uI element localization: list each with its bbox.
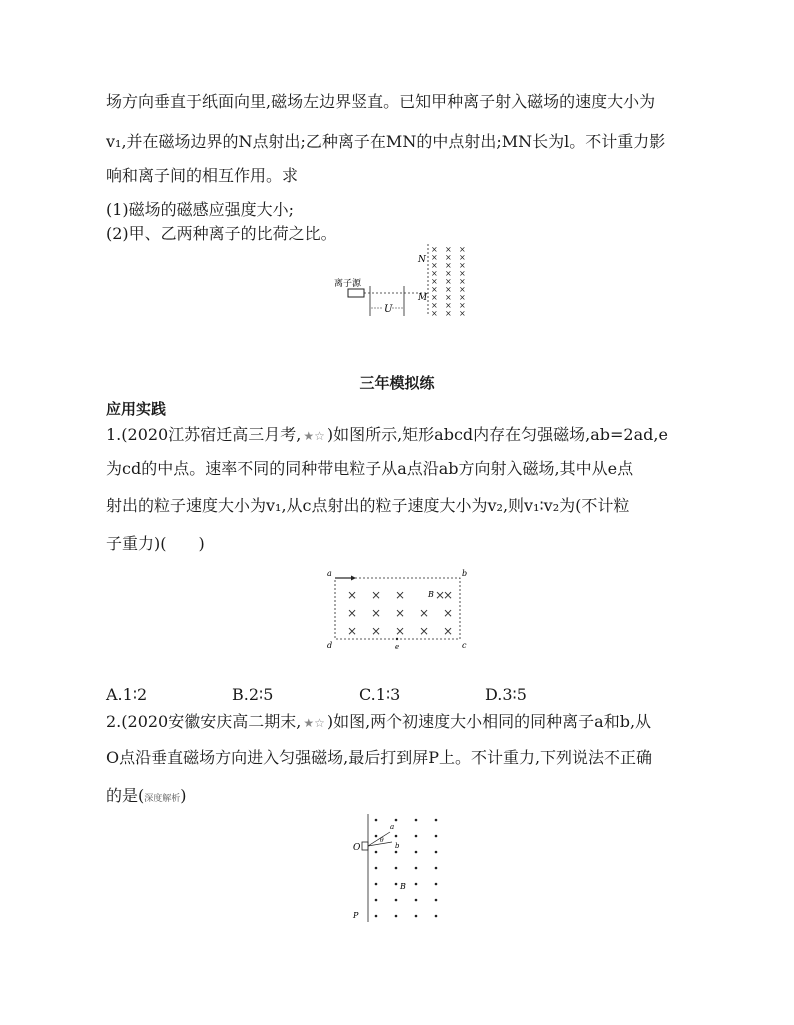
field-dot (435, 915, 438, 918)
field-dot (415, 867, 418, 870)
fig1-field-crosses (431, 245, 466, 316)
field-dot (395, 899, 398, 902)
field-cross: × (445, 261, 452, 270)
q1-line-2: 为cd的中点。速率不同的同种带电粒子从a点沿ab方向射入磁场,其中从e点 (106, 459, 634, 478)
field-cross: × (459, 261, 466, 270)
figure-rectangle-abcd (325, 565, 475, 655)
field-cross: × (445, 253, 452, 262)
fig2-label-d: d (327, 641, 333, 650)
field-cross: × (459, 269, 466, 278)
field-cross: × (443, 588, 454, 602)
field-cross: × (445, 269, 452, 278)
q1-option-d[interactable]: D.3∶5 (485, 685, 527, 704)
q1-line-4: 子重力)( ) (106, 534, 205, 553)
q1-source: 1.(2020江苏宿迁高三月考, (106, 425, 302, 444)
fig3-label-theta: θ (380, 837, 384, 844)
fig2-label-a: a (327, 569, 332, 578)
fig2-label-c: c (462, 641, 467, 650)
figure-screen-p (350, 812, 450, 924)
field-cross: × (443, 624, 454, 638)
field-dot (375, 835, 378, 838)
field-cross: × (395, 588, 406, 602)
field-cross: × (443, 606, 454, 620)
field-cross: × (347, 606, 358, 620)
difficulty-icon: ★☆ (303, 429, 325, 443)
field-cross: × (435, 588, 446, 602)
field-dot (415, 819, 418, 822)
field-cross: × (371, 588, 382, 602)
field-dot (375, 819, 378, 822)
field-cross: × (459, 245, 466, 254)
fig1-m-label: M (418, 293, 428, 303)
field-cross: × (431, 309, 438, 316)
field-cross: × (431, 245, 438, 254)
field-cross: × (431, 253, 438, 262)
field-cross: × (431, 261, 438, 270)
field-cross: × (431, 285, 438, 294)
q2-source: 2.(2020安徽安庆高二期末, (106, 712, 302, 731)
field-cross: × (445, 301, 452, 310)
q1-line-1 (106, 425, 668, 446)
intro-question-2: (2)甲、乙两种离子的比荷之比。 (106, 224, 337, 243)
field-cross: × (371, 624, 382, 638)
field-dot (375, 851, 378, 854)
field-cross: × (459, 309, 466, 316)
field-cross: × (431, 293, 438, 302)
field-cross: × (347, 624, 358, 638)
figure-ion-source (330, 244, 470, 316)
field-cross: × (459, 301, 466, 310)
field-dot (395, 835, 398, 838)
fig1-source-label: 离子源 (334, 279, 362, 289)
field-dot (375, 883, 378, 886)
field-dot (395, 883, 398, 886)
fig2-field-crosses (347, 588, 453, 638)
q2-line-3 (106, 786, 187, 809)
field-cross: × (459, 253, 466, 262)
fig3-label-a: a (390, 823, 395, 831)
q2-line-2: O点沿垂直磁场方向进入匀强磁场,最后打到屏P上。不计重力,下列说法不正确 (106, 748, 653, 767)
q2-stem-end: 的是( (106, 786, 145, 805)
subsection-title: 应用实践 (106, 400, 167, 418)
field-dot (415, 851, 418, 854)
fig1-u-label: U (384, 304, 393, 315)
field-dot (395, 819, 398, 822)
q1-stem-start: )如图所示,矩形abcd内存在匀强磁场,ab=2ad,e (326, 425, 668, 444)
q2-paren: ) (180, 786, 187, 805)
field-cross: × (445, 285, 452, 294)
field-cross: × (459, 293, 466, 302)
field-dot (415, 899, 418, 902)
fig3-label-P: P (353, 911, 359, 920)
field-cross: × (459, 285, 466, 294)
field-cross: × (395, 606, 406, 620)
difficulty-icon: ★☆ (303, 716, 325, 730)
q2-stem-start: )如图,两个初速度大小相同的同种离子a和b,从 (326, 712, 652, 731)
field-cross: × (445, 245, 452, 254)
fig3-label-O: O (353, 843, 361, 853)
intro-question-1: (1)磁场的磁感应强度大小; (106, 200, 295, 219)
field-dot (435, 819, 438, 822)
field-dot (435, 835, 438, 838)
fig1-n-label: N (418, 255, 426, 265)
field-cross: × (395, 624, 406, 638)
field-cross: × (347, 588, 358, 602)
field-dot (415, 883, 418, 886)
field-cross: × (445, 293, 452, 302)
intro-line-1: 场方向垂直于纸面向里,磁场左边界竖直。已知甲种离子射入磁场的速度大小为 (106, 92, 656, 111)
field-dot (395, 851, 398, 854)
fig2-label-B: B (428, 590, 434, 599)
q2-line-1 (106, 712, 651, 733)
q1-line-3: 射出的粒子速度大小为v₁,从c点射出的粒子速度大小为v₂,则v₁∶v₂为(不计粒 (106, 496, 630, 515)
field-cross: × (431, 269, 438, 278)
section-title: 三年模拟练 (359, 374, 435, 392)
q1-option-c[interactable]: C.1∶3 (359, 685, 401, 704)
intro-line-3: 响和离子间的相互作用。求 (106, 166, 299, 185)
field-cross: × (445, 277, 452, 286)
q1-option-a[interactable]: A.1∶2 (106, 685, 148, 704)
field-cross: × (419, 606, 430, 620)
field-cross: × (445, 309, 452, 316)
field-cross: × (431, 277, 438, 286)
field-dot (435, 899, 438, 902)
q2-tag: 深度解析 (144, 794, 181, 804)
field-cross: × (419, 624, 430, 638)
intro-line-2: v₁,并在磁场边界的N点射出;乙种离子在MN的中点射出;MN长为l。不计重力影 (106, 132, 666, 151)
field-cross: × (371, 606, 382, 620)
fig3-label-b: b (395, 842, 400, 850)
field-dot (435, 867, 438, 870)
field-dot (415, 915, 418, 918)
field-dot (375, 899, 378, 902)
fig3-label-B: B (400, 882, 406, 891)
field-dot (395, 867, 398, 870)
field-dot (375, 867, 378, 870)
q1-option-b[interactable]: B.2∶5 (232, 685, 274, 704)
field-dot (395, 915, 398, 918)
field-cross: × (431, 301, 438, 310)
fig2-label-e: e (395, 643, 400, 651)
field-dot (415, 835, 418, 838)
field-cross: × (459, 277, 466, 286)
field-dot (435, 883, 438, 886)
fig2-label-b: b (462, 569, 468, 578)
field-dot (435, 851, 438, 854)
field-dot (375, 915, 378, 918)
fig3-field-dots (375, 819, 438, 918)
